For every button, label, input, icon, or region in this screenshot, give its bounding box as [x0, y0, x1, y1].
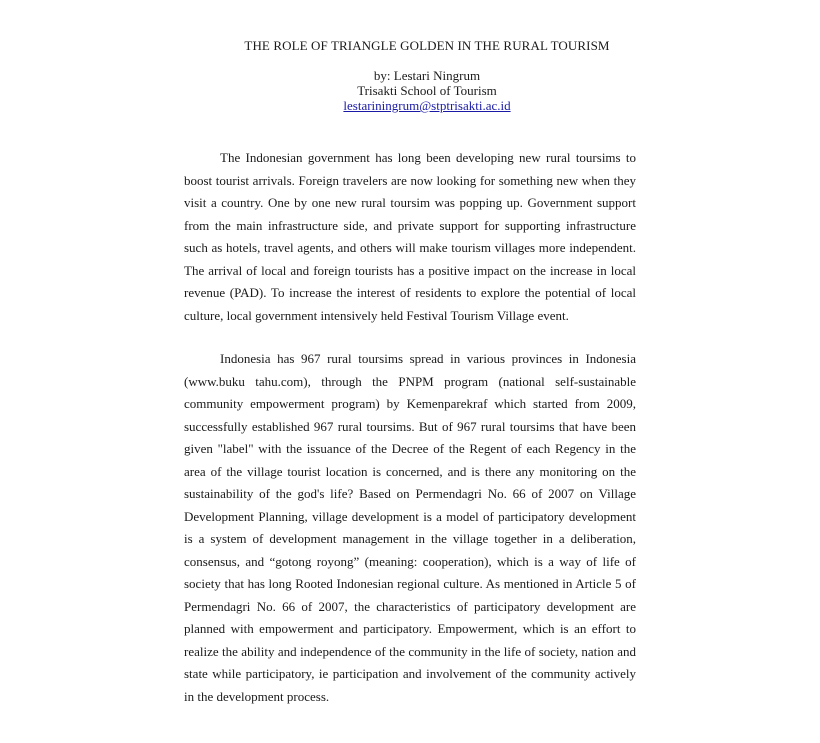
body-paragraph-2-container	[184, 348, 636, 708]
body-paragraph: The Indonesian government has long been developing new rural toursims to boost tourist arrivals. Foreign travelers are now looking for something new when they visit a country. One by one new rural toursim was popping up. Government support from the main infrastructure side, and private support for supporting infrastructure such as hotels, travel agents, and others will make tourism villages more independent. The arrival of local and foreign tourists has a positive impact on the increase in local revenue (PAD). To increase the interest of residents to explore the potential of local culture, local government intensively held Festival Tourism Village event.	[184, 150, 636, 323]
body-paragraph-1-container	[184, 147, 636, 327]
author-byline: by: Lestari Ningrum	[373, 68, 481, 83]
author-email-link[interactable]: lestariningrum@stptrisakti.ac.id	[343, 98, 511, 113]
paper-title: THE ROLE OF TRIANGLE GOLDEN IN THE RURAL TOURISM	[244, 38, 610, 53]
author-affiliation: Trisakti School of Tourism	[357, 83, 497, 98]
author-block	[0, 68, 820, 113]
body-paragraph: Indonesia has 967 rural toursims spread in various provinces in Indonesia (www.buku tahu.com), through the PNPM program (national self-sustainable community empowerment program) by Kemenparekraf which started from 2009, successfully established 967 rural toursims. But of 967 rural toursims that have been given "label" with the issuance of the Decree of the Regent of each Regency in the area of the village tourist location is concerned, and is there any monitoring on the sustainability of the god's life? Based on Permendagri No. 66 of 2007 on Village Development Planning, village development is a model of participatory development is a system of development management in the village together in a deliberation, consensus, and “gotong royong” (meaning: cooperation), which is a way of life of society that has long Rooted Indonesian regional culture. As mentioned in Article 5 of Permendagri No. 66 of 2007, the characteristics of participatory development are planned with empowerment and participatory. Empowerment, which is an effort to realize the ability and independence of the community in the life of society, nation and state while participatory, ie participation and involvement of the community actively in the development process.	[184, 351, 636, 704]
